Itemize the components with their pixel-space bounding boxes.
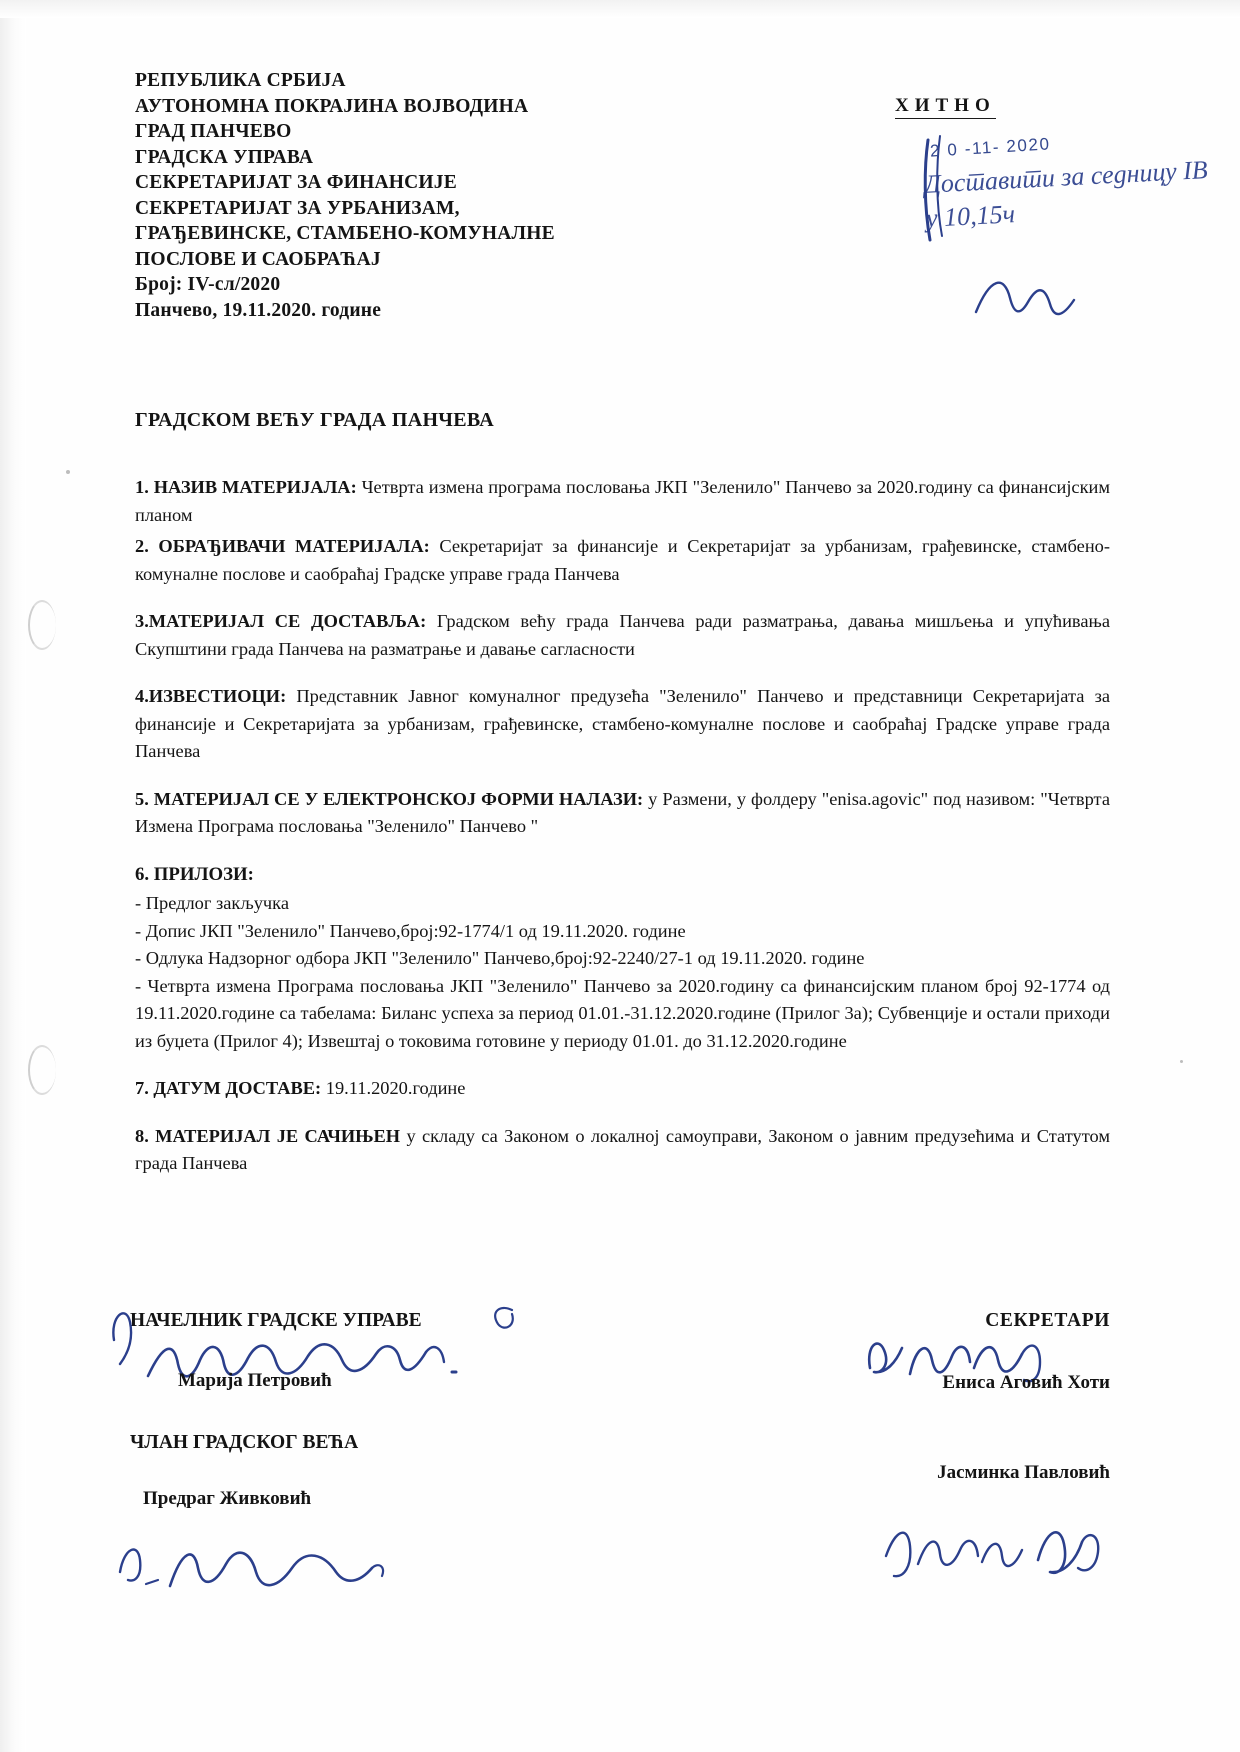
- scan-speck: [66, 470, 70, 474]
- hole-punch-mark-bottom: [28, 1045, 56, 1095]
- addressee-title: ГРАДСКОМ ВЕЋУ ГРАДА ПАНЧЕВА: [135, 409, 495, 431]
- section-7: [135, 1075, 1110, 1103]
- letterhead-line: РЕПУБЛИКА СРБИЈА: [135, 70, 346, 91]
- section-8: [135, 1123, 1110, 1178]
- document-body: [135, 474, 1110, 1178]
- handwritten-note: Доставити за седницу ІВ у 10,15ч: [923, 155, 1209, 233]
- attachment-item: - Предлог закључка: [135, 893, 289, 913]
- section-7-label: 7. ДАТУМ ДОСТАВЕ:: [135, 1078, 322, 1098]
- signature-right-name-2: Јасминка Павловић: [937, 1462, 1110, 1483]
- section-4-text: Представник Јавног комуналног предузећа "Зеленило" Панчево и представници Секретаријата за финансије и Секретаријата за урбанизам, грађевинске, стамбено-комуналне послове и саобраћај Градске управе града Панчева: [135, 686, 1110, 761]
- document-content: [135, 68, 1110, 1198]
- section-4-label: 4.ИЗВЕСТИОЦИ:: [135, 686, 287, 706]
- attachment-item: - Допис ЈКП "Зеленило" Панчево,број:92-1774/1 од 19.11.2020. године: [135, 920, 686, 941]
- signature-left-name-2: Предраг Живковић: [143, 1488, 312, 1509]
- section-5: [135, 786, 1110, 841]
- letterhead-line: СЕКРЕТАРИЈАТ ЗА УРБАНИЗАМ,: [135, 197, 460, 219]
- hole-punch-mark-top: [28, 600, 56, 650]
- letterhead-line: АУТОНОМНА ПОКРАЈИНА ВОЈВОДИНА: [135, 95, 529, 117]
- section-5-text: у Размени, у фолдеру "enisa.agovic" под називом: "Четврта Измена Програма пословања "Зеленило" Панчево ": [135, 788, 1110, 836]
- section-1: [135, 474, 1110, 529]
- section-4: [135, 683, 1110, 766]
- attachment-item: - Четврта измена Програма пословања ЈКП "Зеленило" Панчево за 2020.годину са финансијским планом број 92-1774 од 19.11.2020.године са табелама: Биланс успеха за период 01.01.-31.12.2020.године (Прилог 3а); Субвенције и остали приходи из буџета (Прилог 4); Извештај о токовима готовине у периоду 01.01. до 31.12.2020.године: [135, 975, 1110, 1051]
- letterhead-line: ПОСЛОВЕ И САОБРАЋАЈ: [135, 248, 381, 270]
- section-8-text: у складу са Законом о локалној самоуправи, Законом о јавним предузећима и Статутом града Панчева: [135, 1125, 1110, 1173]
- section-1-text: Четврта измена програма пословања ЈКП "Зеленило" Панчево за 2020.годину са финансијским планом: [135, 477, 1111, 525]
- urgent-label: ХИТНО: [895, 95, 996, 119]
- signature-left-name: Марија Петровић: [178, 1370, 332, 1391]
- attachments-heading: 6. ПРИЛОЗИ:: [135, 863, 254, 885]
- incoming-stamp-date: 2 0 -11- 2020: [929, 134, 1052, 161]
- section-3: [135, 608, 1110, 663]
- signature-left-title: НАЧЕЛНИК ГРАДСКЕ УПРАВЕ: [130, 1310, 422, 1331]
- letterhead-line: ГРАЂЕВИНСКЕ, СТАМБЕНО-КОМУНАЛНЕ: [135, 223, 555, 244]
- section-8-label: 8. МАТЕРИЈАЛ ЈЕ САЧИЊЕН: [135, 1125, 401, 1146]
- signature-left-title-2: ЧЛАН ГРАДСКОГ ВЕЋА: [130, 1432, 359, 1453]
- attachment-item: - Одлука Надзорног одбора ЈКП "Зеленило" Панчево,број:92-2240/27-1 од 19.11.2020. године: [135, 948, 865, 968]
- letterhead-line: ГРАДСКА УПРАВА: [135, 146, 314, 168]
- signature-right-ink-2: [878, 1506, 1138, 1596]
- scan-speck: [1180, 1060, 1183, 1063]
- letterhead-line: СЕКРЕТАРИЈАТ ЗА ФИНАНСИЈЕ: [135, 172, 457, 193]
- section-7-text: 19.11.2020.године: [321, 1078, 466, 1098]
- signature-right-name: Ениса Аговић Хоти: [942, 1372, 1110, 1393]
- section-2-label: 2. ОБРАЂИВАЧИ МАТЕРИЈАЛА:: [135, 536, 430, 556]
- section-1-label: 1. НАЗИВ МАТЕРИЈАЛА:: [135, 477, 357, 497]
- section-3-text: Градском већу града Панчева ради разматрања, давања мишљења и упућивања Скупштини града Панчева на разматрање и давање сагласности: [135, 611, 1110, 659]
- signature-right-title: СЕКРЕТАРИ: [985, 1310, 1110, 1331]
- section-3-label: 3.МАТЕРИЈАЛ СЕ ДОСТАВЉА:: [135, 611, 427, 631]
- section-2: [135, 533, 1110, 588]
- document-place-date: Панчево, 19.11.2020. године: [135, 299, 382, 321]
- document-number: Број: IV-сл/2020: [135, 274, 281, 295]
- section-2-text: Секретаријат за финансије и Секретаријат за урбанизам, грађевинске, стамбено-комуналне послове и саобраћај Градске управе града Панчева: [135, 536, 1110, 584]
- scan-edge-top: [0, 0, 1240, 18]
- letterhead-line: ГРАД ПАНЧЕВО: [135, 121, 292, 142]
- signature-area: [0, 1310, 1240, 1750]
- signature-left-ink-2: [110, 1520, 410, 1610]
- section-5-label: 5. МАТЕРИЈАЛ СЕ У ЕЛЕКТРОНСКОЈ ФОРМИ НАЛАЗИ:: [135, 788, 644, 809]
